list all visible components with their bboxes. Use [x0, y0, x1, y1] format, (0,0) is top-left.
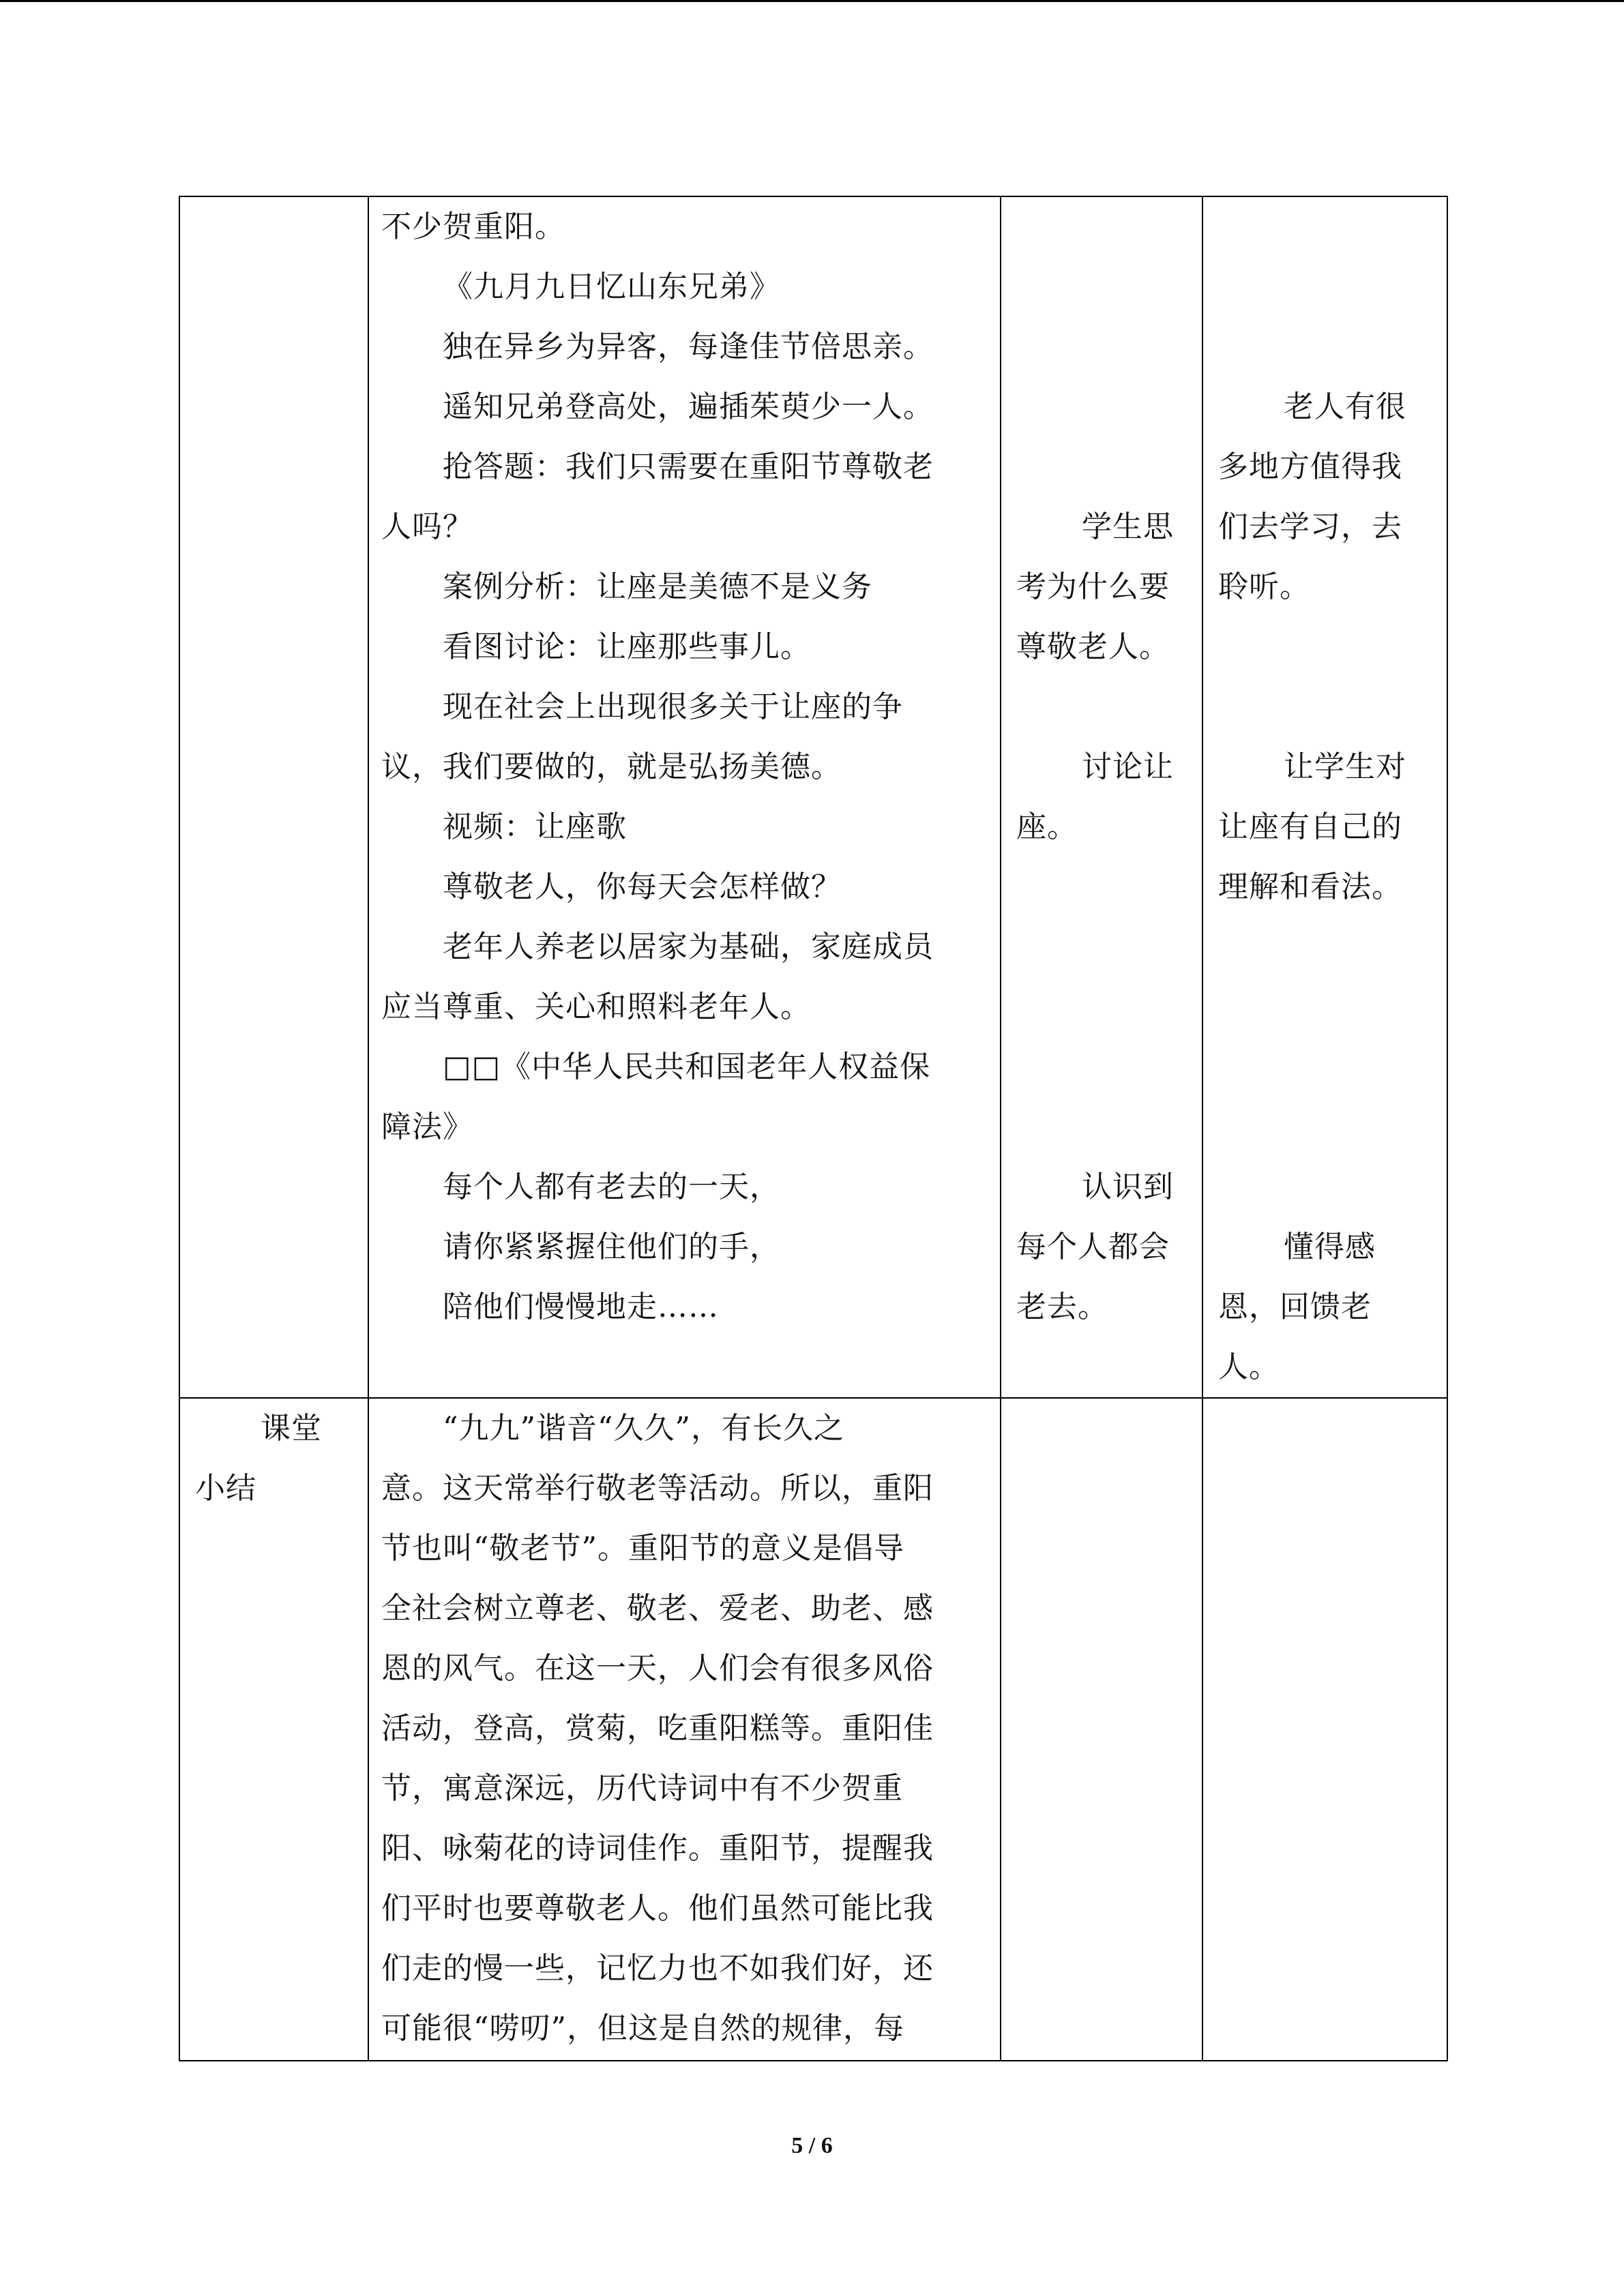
text-line: 议，我们要做的，就是弘扬美德。: [381, 749, 842, 784]
text-line: 可能很“唠叨”，但这是自然的规律，每: [381, 2011, 904, 2046]
text-line: 陪他们慢慢地走……: [443, 1289, 719, 1324]
text-line: 认识到: [1082, 1169, 1174, 1204]
text-line: 学生思: [1082, 509, 1174, 544]
text-line: 全社会树立尊老、敬老、爱老、助老、感: [381, 1591, 934, 1626]
text-line: 人吗？: [381, 509, 473, 544]
text-line: 尊敬老人。: [1016, 629, 1170, 664]
text-line: 考为什么要: [1016, 569, 1170, 604]
lesson-plan-table: [179, 196, 1448, 2061]
text-line: 活动，登高，赏菊，吃重阳糕等。重阳佳: [381, 1711, 934, 1746]
text-line: 每个人都有老去的一天，: [443, 1169, 780, 1204]
text-line: 应当尊重、关心和照料老年人。: [381, 989, 811, 1024]
text-line: 抢答题：我们只需要在重阳节尊敬老: [443, 449, 934, 484]
table-row: [179, 1398, 1447, 2061]
row1-student-activity-cell: [1001, 196, 1202, 1398]
text-line: 障法》: [381, 1109, 473, 1144]
text-line: 座。: [1016, 809, 1078, 844]
text-line: 恩，回馈老: [1218, 1289, 1372, 1324]
poem-title: 《九月九日忆山东兄弟》: [443, 269, 780, 304]
text-line: 聆听。: [1218, 569, 1310, 604]
text-line: 老人有很: [1284, 389, 1406, 424]
text-line: 多地方值得我: [1218, 449, 1402, 484]
text-line: 让座有自己的: [1218, 809, 1402, 844]
poem-line: 独在异乡为异客，每逢佳节倍思亲。: [443, 329, 934, 364]
text-line: 们去学习，去: [1218, 509, 1402, 544]
text-line: 每个人都会: [1016, 1229, 1170, 1264]
text-line: 节也叫“敬老节”。重阳节的意义是倡导: [381, 1531, 904, 1566]
row2-design-intent-cell: [1202, 1398, 1447, 2061]
text-line: 恩的风气。在这一天，人们会有很多风俗: [381, 1651, 934, 1686]
row1-teacher-activity-cell: [368, 196, 1001, 1398]
stage-label: 课堂: [261, 1411, 322, 1446]
text-line: 尊敬老人，你每天会怎样做？: [443, 869, 842, 904]
text-line: 们平时也要尊敬老人。他们虽然可能比我: [381, 1891, 934, 1926]
page-number: 5 / 6: [791, 2133, 833, 2158]
text-line: 节，寓意深远，历代诗词中有不少贺重: [381, 1771, 903, 1806]
text-line: “九九”谐音“久久”，有长久之: [443, 1411, 844, 1446]
text-line: 理解和看法。: [1218, 869, 1402, 904]
row1-design-intent-cell: [1202, 196, 1447, 1398]
text-line: 们走的慢一些，记忆力也不如我们好，还: [381, 1951, 934, 1986]
row2-stage-cell: [179, 1398, 368, 2061]
text-line: 阳、咏菊花的诗词佳作。重阳节，提醒我: [381, 1831, 934, 1866]
text-line: 让学生对: [1284, 749, 1406, 784]
text-line: 不少贺重阳。: [381, 209, 565, 244]
poem-line: 遥知兄弟登高处，遍插茱萸少一人。: [443, 389, 934, 424]
stage-label: 小结: [195, 1471, 256, 1506]
text-line: 老去。: [1016, 1289, 1108, 1324]
text-line: 现在社会上出现很多关于让座的争: [443, 689, 903, 724]
text-line: 老年人养老以居家为基础，家庭成员: [443, 929, 934, 964]
table-row: [179, 196, 1447, 1398]
row2-summary-cell: [368, 1398, 1001, 2061]
text-line: 懂得感: [1284, 1229, 1376, 1264]
top-border-line: [0, 0, 1624, 2]
text-line: 视频：让座歌: [443, 809, 627, 844]
text-line: 讨论让: [1082, 749, 1174, 784]
text-line: 意。这天常举行敬老等活动。所以，重阳: [381, 1471, 934, 1506]
text-line: 看图讨论：让座那些事儿。: [443, 629, 811, 664]
text-line: 人。: [1218, 1350, 1280, 1384]
text-line: 案例分析：让座是美德不是义务: [443, 569, 872, 604]
text-line: □□《中华人民共和国老年人权益保: [443, 1049, 931, 1084]
text-line: 请你紧紧握住他们的手，: [443, 1229, 780, 1264]
row2-student-activity-cell: [1001, 1398, 1202, 2061]
row1-stage-cell: [179, 196, 368, 1398]
